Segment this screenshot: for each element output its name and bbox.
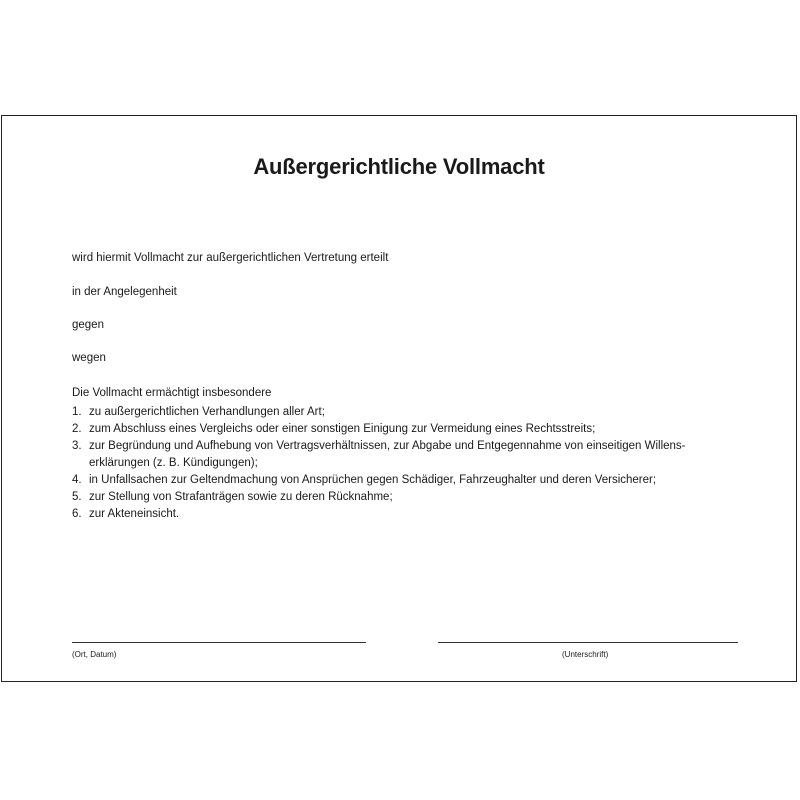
list-item xyxy=(72,421,686,438)
list-item-number: 1. xyxy=(72,406,82,418)
list-item xyxy=(72,506,686,523)
list-item xyxy=(72,472,686,489)
list-item-continuation xyxy=(72,455,686,472)
signature-line[interactable] xyxy=(438,642,738,643)
list-item-number: 4. xyxy=(72,474,82,486)
intro-text: wird hiermit Vollmacht zur außergerichtlichen Vertretung erteilt xyxy=(72,252,389,264)
place-date-line[interactable] xyxy=(72,642,366,643)
list-item-text: zur Stellung von Strafanträgen sowie zu deren Rücknahme; xyxy=(89,491,393,503)
list-item-text: in Unfallsachen zur Geltendmachung von Ansprüchen gegen Schädiger, Fahrzeughalter und deren Versicherer; xyxy=(89,474,657,486)
list-item-text: zu außergerichtlichen Verhandlungen aller Art; xyxy=(89,406,325,418)
list-item-number: 6. xyxy=(72,508,82,520)
signature-caption: (Unterschrift) xyxy=(562,650,609,659)
list-item-text: zur Akteneinsicht. xyxy=(89,508,180,520)
list-item-number: 5. xyxy=(72,491,82,503)
list-item-text: zur Begründung und Aufhebung von Vertragsverhältnissen, zur Abgabe und Entgegennahme von einseitigen Willens- xyxy=(89,440,686,452)
reason-label: wegen xyxy=(72,352,106,364)
list-item-number: 2. xyxy=(72,423,82,435)
against-label: gegen xyxy=(72,319,104,331)
powers-list xyxy=(72,404,686,523)
list-item xyxy=(72,404,686,421)
list-item xyxy=(72,438,686,455)
list-item xyxy=(72,489,686,506)
powers-heading: Die Vollmacht ermächtigt insbesondere xyxy=(72,387,272,399)
matter-label: in der Angelegenheit xyxy=(72,286,177,298)
list-item-text: zum Abschluss eines Vergleichs oder einer sonstigen Einigung zur Vermeidung eines Rechtsstreits; xyxy=(89,423,596,435)
list-item-text: erklärungen (z. B. Kündigungen); xyxy=(89,457,258,469)
form-title: Außergerichtliche Vollmacht xyxy=(253,154,545,179)
place-date-caption: (Ort, Datum) xyxy=(72,650,117,659)
power-of-attorney-form xyxy=(1,115,797,682)
list-item-number: 3. xyxy=(72,440,82,452)
